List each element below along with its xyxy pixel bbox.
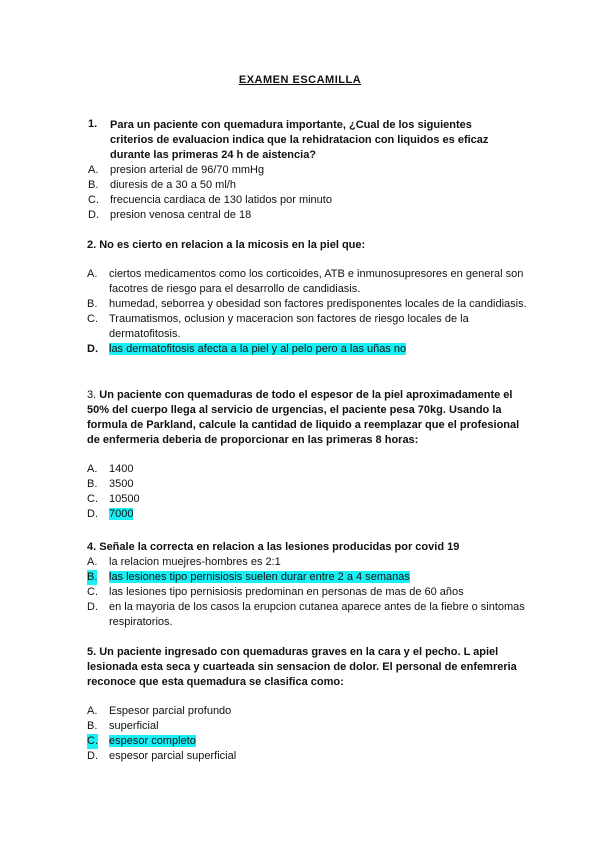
question-1-number: 1. xyxy=(88,118,98,130)
option-d: D. espesor parcial superficial xyxy=(87,750,237,762)
option-b: B. humedad, seborrea y obesidad son factores predisponentes locales de la candidiasis. xyxy=(87,298,527,310)
option-a: A. ciertos medicamentos como los corticoides, ATB e inmunosupresores en general son facotres de riesgo para el desarrollo de candidiasis. xyxy=(87,268,524,295)
highlighted-answer: 7000 xyxy=(109,508,134,520)
option-d: D. las dermatofitosis afecta a la piel y al pelo pero a las uñas no xyxy=(87,343,407,355)
question-1-options xyxy=(88,163,510,223)
option-b: B. superficial xyxy=(87,720,159,732)
question-4-options xyxy=(87,555,527,630)
question-3 xyxy=(87,388,527,522)
option-a: A. Espesor parcial profundo xyxy=(87,705,232,717)
option-b: B. diuresis de a 30 a 50 ml/h xyxy=(88,179,236,191)
question-4 xyxy=(87,540,527,630)
question-3-options xyxy=(87,462,527,522)
option-c: C. espesor completo xyxy=(87,735,196,747)
question-5-text: 5. Un paciente ingresado con quemaduras graves en la cara y el pecho. L apiel lesionada esta seca y cuarteada sin sensacion de dolor. El personal de enfemreria reconoce que esta quemadura se clasifica como: xyxy=(87,646,517,688)
question-2 xyxy=(87,238,527,357)
question-5 xyxy=(87,645,527,764)
option-a: A. la relacion muejres-hombres es 2:1 xyxy=(87,556,281,568)
highlighted-answer: las lesiones tipo pernisiosis suelen durar entre 2 a 4 semanas xyxy=(109,571,410,583)
option-b: B. las lesiones tipo pernisiosis suelen durar entre 2 a 4 semanas xyxy=(87,571,410,583)
option-c: C. las lesiones tipo pernisiosis predominan en personas de mas de 60 años xyxy=(87,586,464,598)
option-b: B. 3500 xyxy=(87,478,134,490)
highlighted-answer: las dermatofitosis afecta a la piel y al pelo pero a las uñas no xyxy=(109,343,407,355)
question-2-text: 2. No es cierto en relacion a la micosis en la piel que: xyxy=(87,239,366,251)
option-a: A. presion arterial de 96/70 mmHg xyxy=(88,164,265,176)
page-title: EXAMEN ESCAMILLA xyxy=(238,74,362,86)
option-c: C. frecuencia cardiaca de 130 latidos por minuto xyxy=(88,194,332,206)
highlighted-answer: espesor completo xyxy=(109,735,196,747)
question-2-options xyxy=(87,267,527,357)
question-4-text: 4. Señale la correcta en relacion a las lesiones producidas por covid 19 xyxy=(87,541,460,553)
question-5-options xyxy=(87,704,527,764)
question-3-text: 3. Un paciente con quemaduras de todo el espesor de la piel aproximadamente el 50% del cuerpo llega al servicio de urgencias, el paciente pesa 70kg. Usando la formula de Parkland, calcule la cantidad de liquido a reemplazar que el profesional de enfermeria deberia de proporcionar en las primeras 8 horas: xyxy=(87,389,520,446)
question-1-text: Para un paciente con quemadura importante, ¿Cual de los siguientes criterios de evaluacion indica que la rehidratacion con liquidos es eficaz durante las primeras 24 h de aistencia? xyxy=(110,119,489,161)
option-c: C. 10500 xyxy=(87,493,140,505)
option-a: A. 1400 xyxy=(87,463,134,475)
question-1 xyxy=(88,118,510,223)
option-d: D. 7000 xyxy=(87,508,134,520)
option-d: D. en la mayoria de los casos la erupcion cutanea aparece antes de la fiebre o sintomas respiratorios. xyxy=(87,601,525,628)
option-d: D. presion venosa central de 18 xyxy=(88,209,252,221)
option-c: C. Traumatismos, oclusion y maceracion son factores de riesgo locales de la dermatofitosis. xyxy=(87,313,469,340)
